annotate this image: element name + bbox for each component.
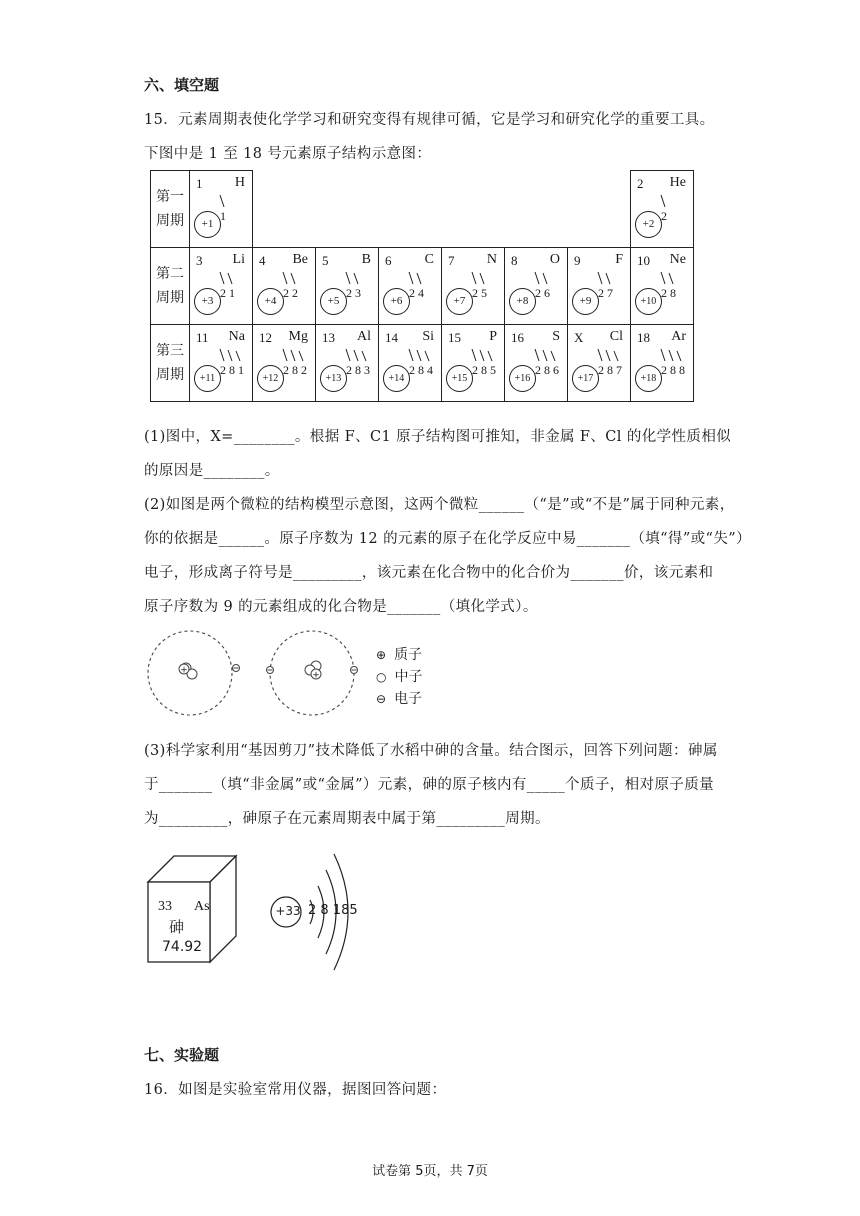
electron-shell-arcs <box>279 270 319 310</box>
element-shells: 2 2 <box>283 286 298 300</box>
electron-shell-arcs <box>342 347 382 387</box>
element-symbol: Li <box>232 252 245 267</box>
element-shells: 2 4 <box>409 286 424 300</box>
legend-label: 中子 <box>394 669 423 685</box>
element-shells: 2 8 8 <box>661 363 685 377</box>
element-symbol: Si <box>422 329 434 344</box>
element-shells: 2 <box>661 209 667 223</box>
electron-shell-arcs <box>657 193 697 233</box>
element-number: 15 <box>448 330 461 345</box>
element-symbol: He <box>669 175 686 190</box>
section-title: 六、填空题 <box>144 76 220 94</box>
element-shells: 2 8 3 <box>346 363 370 377</box>
element-number: 18 <box>637 330 650 345</box>
element-number: 8 <box>511 253 518 268</box>
element-cell <box>253 248 316 325</box>
element-cell <box>442 248 505 325</box>
neutron-symbol: ○ <box>376 670 387 684</box>
element-number: 14 <box>385 330 398 345</box>
electron-shell-arcs <box>468 270 508 310</box>
element-cell <box>568 325 631 402</box>
element-nucleus: +10 <box>635 288 662 315</box>
element-symbol: Na <box>228 329 245 344</box>
element-number: 13 <box>322 330 335 345</box>
electron-shell-arcs <box>405 270 445 310</box>
element-shells: 2 8 1 <box>220 363 244 377</box>
element-nucleus: +6 <box>383 288 410 315</box>
element-shells: 2 8 6 <box>535 363 559 377</box>
element-number: 5 <box>322 253 329 268</box>
element-symbol: O <box>549 252 560 267</box>
element-shells: 2 8 7 <box>598 363 622 377</box>
electron-shell-arcs <box>279 347 319 387</box>
particle-model-diagram <box>140 628 380 720</box>
element-symbol: S <box>552 329 560 344</box>
arsenic-number: 33 <box>158 899 172 914</box>
element-nucleus: +12 <box>257 365 284 392</box>
element-nucleus: +14 <box>383 365 410 392</box>
question-part-1: (1)图中，X=________。根据 F、C1 原子结构图可推知，非金属 F、Cl 的化学性质相似 <box>144 429 732 445</box>
question-intro: 下图中是 1 至 18 号元素原子结构示意图： <box>144 146 432 162</box>
element-symbol: Al <box>357 329 371 344</box>
electron-shell-arcs <box>657 347 697 387</box>
element-number: 12 <box>259 330 272 345</box>
element-cell <box>379 248 442 325</box>
element-cell <box>568 248 631 325</box>
element-symbol: Be <box>292 252 308 267</box>
element-shells: 2 1 <box>220 286 235 300</box>
element-number: 2 <box>637 176 644 191</box>
element-number: 10 <box>637 253 650 268</box>
question-part-2: 电子，形成离子符号是_________，该元素在化合物中的化合价为_______价，该元素和 <box>144 565 714 581</box>
arsenic-nucleus: +33 <box>275 904 301 918</box>
element-number: 3 <box>196 253 203 268</box>
question-part-3: 于_______（填“非金属”或“金属”）元素，砷的原子核内有_____个质子，相对原子质量 <box>144 777 715 793</box>
element-nucleus: +13 <box>320 365 347 392</box>
element-symbol: Cl <box>609 329 623 344</box>
element-symbol: Ne <box>669 252 686 267</box>
element-shells: 2 8 <box>661 286 676 300</box>
question-intro: 15．元素周期表使化学学习和研究变得有规律可循，它是学习和研究化学的重要工具。 <box>144 112 715 128</box>
element-nucleus: +15 <box>446 365 473 392</box>
element-cell <box>253 325 316 402</box>
svg-text:+: + <box>312 670 320 681</box>
element-nucleus: +7 <box>446 288 473 315</box>
element-cell <box>631 171 694 248</box>
element-number: 7 <box>448 253 455 268</box>
element-number: 1 <box>196 176 203 191</box>
element-number: 4 <box>259 253 266 268</box>
element-nucleus: +9 <box>572 288 599 315</box>
element-shells: 2 7 <box>598 286 613 300</box>
svg-text:+: + <box>180 665 188 676</box>
element-nucleus: +16 <box>509 365 536 392</box>
legend-label: 质子 <box>394 647 423 663</box>
electron-shell-arcs <box>594 270 634 310</box>
element-cell <box>442 325 505 402</box>
element-nucleus: +5 <box>320 288 347 315</box>
element-cell <box>316 248 379 325</box>
electron-shell-arcs <box>594 347 634 387</box>
electron-shell-arcs <box>342 270 382 310</box>
electron-shell-arcs <box>216 347 256 387</box>
element-cell <box>505 325 568 402</box>
periodic-table <box>150 170 694 402</box>
element-cell <box>505 248 568 325</box>
element-nucleus: +2 <box>635 211 662 238</box>
element-cell <box>631 248 694 325</box>
element-nucleus: +1 <box>194 211 221 238</box>
element-nucleus: +17 <box>572 365 599 392</box>
element-number: 11 <box>196 330 209 345</box>
element-symbol: F <box>615 252 623 267</box>
electron-shell-arcs <box>405 347 445 387</box>
element-number: 16 <box>511 330 524 345</box>
element-cell <box>379 325 442 402</box>
electron-shell-arcs <box>657 270 697 310</box>
element-shells: 2 6 <box>535 286 550 300</box>
electron-shell-arcs <box>468 347 508 387</box>
element-shells: 2 8 2 <box>283 363 307 377</box>
element-cell <box>316 325 379 402</box>
element-nucleus: +8 <box>509 288 536 315</box>
question-part-2: (2)如图是两个微粒的结构模型示意图，这两个微粒______（“是”或“不是”属于同种元素， <box>144 497 735 513</box>
section-title: 七、实验题 <box>144 1046 220 1064</box>
legend-label: 电子 <box>394 691 423 707</box>
element-symbol: C <box>424 252 434 267</box>
element-number: 6 <box>385 253 392 268</box>
element-symbol: H <box>234 175 245 190</box>
arsenic-shells: 2 8 185 <box>308 903 358 918</box>
question-intro: 16．如图是实验室常用仪器，据图回答问题： <box>144 1082 447 1098</box>
period-label: 第三 周期 <box>151 325 190 402</box>
element-shells: 2 8 4 <box>409 363 433 377</box>
arsenic-mass: 74.92 <box>162 939 203 955</box>
element-cell <box>190 325 253 402</box>
element-shells: 2 5 <box>472 286 487 300</box>
question-part-2: 你的依据是______。原子序数为 12 的元素的原子在化学反应中易_______（填“得”或“失”） <box>144 531 751 547</box>
electron-shell-arcs <box>216 270 256 310</box>
electron-symbol: ⊖ <box>376 692 387 706</box>
element-shells: 2 3 <box>346 286 361 300</box>
element-nucleus: +18 <box>635 365 662 392</box>
element-symbol: Mg <box>288 329 308 344</box>
element-cell <box>190 171 253 248</box>
element-shells: 2 8 5 <box>472 363 496 377</box>
element-symbol: Ar <box>671 329 686 344</box>
element-symbol: P <box>489 329 497 344</box>
element-nucleus: +4 <box>257 288 284 315</box>
question-part-2: 原子序数为 9 的元素组成的化合物是_______（填化学式）。 <box>144 599 538 615</box>
period-label: 第一 周期 <box>151 171 190 248</box>
element-number: 9 <box>574 253 581 268</box>
question-part-3: (3)科学家利用“基因剪刀”技术降低了水稻中砷的含量。结合图示，回答下列问题：砷属 <box>144 743 718 759</box>
element-shells: 1 <box>220 209 226 223</box>
arsenic-name: 砷 <box>169 918 185 936</box>
electron-shell-arcs <box>216 193 256 233</box>
proton-symbol: ⊕ <box>376 648 387 662</box>
particle-legend <box>376 644 422 710</box>
question-part-3: 为_________，砷原子在元素周期表中属于第_________周期。 <box>144 811 550 827</box>
page-footer: 试卷第 5页，共 7页 <box>372 1164 488 1179</box>
element-symbol: B <box>361 252 371 267</box>
period-label: 第二 周期 <box>151 248 190 325</box>
element-number: X <box>574 330 584 345</box>
electron-shell-arcs <box>531 347 571 387</box>
element-nucleus: +11 <box>194 365 221 392</box>
element-symbol: N <box>486 252 497 267</box>
element-nucleus: +3 <box>194 288 221 315</box>
element-cell <box>631 325 694 402</box>
electron-shell-arcs <box>531 270 571 310</box>
question-part-1: 的原因是________。 <box>144 463 280 479</box>
arsenic-symbol: As <box>194 899 210 914</box>
element-cell <box>190 248 253 325</box>
